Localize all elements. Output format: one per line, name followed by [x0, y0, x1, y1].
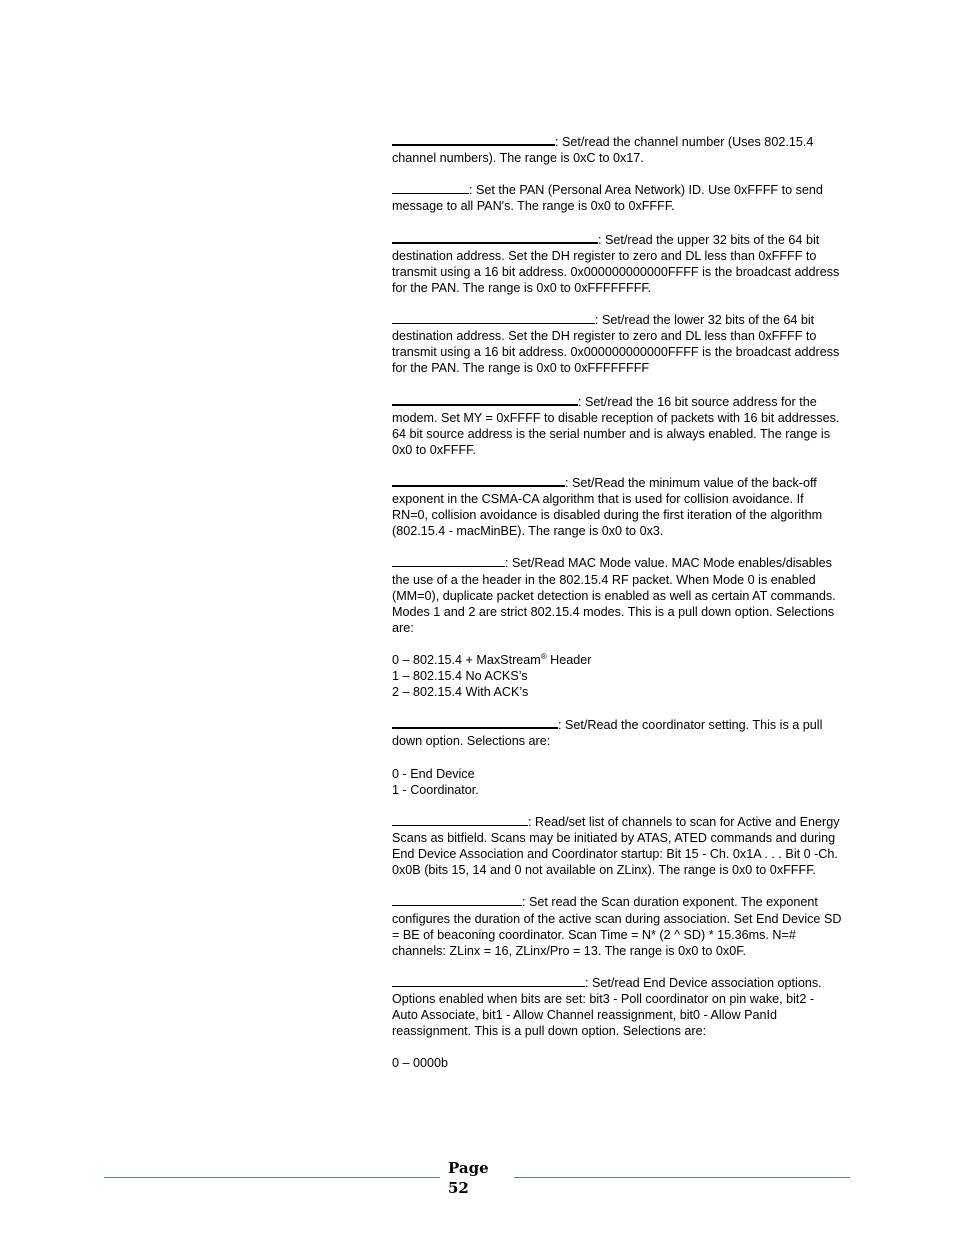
paragraph-text: : Set/Read the minimum value of the back-off exponent in the CSMA-CA algorithm that is used for collision avoidance. If RN=0, collision avoidance is disabled during the first iteration of the algorithm (802.15.4 - macMinBE). The range is 0x0 to 0x3.: [392, 475, 823, 539]
paragraph-text: : Set/read the channel number (Uses 802.15.4 channel numbers). The range is 0xC to 0x17.: [392, 135, 814, 166]
footer-rule-left: [104, 1177, 440, 1178]
association-options: [392, 1055, 842, 1071]
page-label-text: Page: [448, 1159, 489, 1177]
field-name-blank: [392, 716, 558, 729]
footer-rule-right: [514, 1177, 850, 1178]
field-name-blank: [392, 474, 565, 487]
channel-description: [392, 133, 842, 166]
coordinator-description: [392, 716, 842, 749]
registered-mark: ®: [540, 651, 547, 661]
destination-high-description: [392, 231, 842, 296]
field-name-blank: [392, 182, 469, 194]
list-item: 1 – 802.15.4 No ACKS’s: [392, 669, 528, 684]
pan-id-description: [392, 182, 842, 214]
mac-mode-options: [392, 652, 842, 700]
field-name-blank: [392, 133, 555, 146]
document-body: [392, 133, 842, 1088]
page-number: [448, 1158, 508, 1198]
list-item: 0 – 0000b: [392, 1056, 449, 1071]
paragraph-text: : Read/set list of channels to scan for Active and Energy Scans as bitfield. Scans may be initiated by ATAS, ATED commands and during End Device Association and Coordinator startup: Bit 15 - Ch. 0x1A . . . Bit 0 -Ch. 0x0B (bits 15, 14 and 0 not available on ZLinx). The range is 0x0 to 0xFFFF.: [392, 814, 840, 878]
list-item: 1 - Coordinator.: [392, 782, 479, 797]
coordinator-options: [392, 766, 842, 798]
field-name-blank: [392, 312, 595, 324]
list-item: 0 – 802.15.4 + MaxStream® Header: [392, 651, 592, 667]
paragraph-text: : Set read the Scan duration exponent. The exponent configures the duration of the active scan during association. Set End Device SD = BE of beaconing coordinator. Scan Time = N* (2 ^ SD) * 15.36ms. N=# channels: ZLinx = 16, ZLinx/Pro = 13. The range is 0x0 to 0x0F.: [392, 895, 842, 958]
field-name-blank: [392, 231, 598, 244]
paragraph-text: : Set the PAN (Personal Area Network) ID. Use 0xFFFF to send message to all PAN's. The range is 0x0 to 0xFFFF.: [392, 183, 823, 214]
list-item: 0 - End Device: [392, 766, 475, 781]
source-address-description: [392, 393, 842, 458]
backoff-exponent-description: [392, 474, 842, 539]
paragraph-text: : Set/Read the coordinator setting. This is a pull down option. Selections are:: [392, 718, 823, 749]
page-number-value: 52: [448, 1179, 469, 1197]
association-options-description: [392, 975, 842, 1039]
paragraph-text: : Set/Read MAC Mode value. MAC Mode enables/disables the use of a the header in the 802.15.4 RF packet. When Mode 0 is enabled (MM=0), duplicate packet detection is enabled as well as certain AT commands. Modes 1 and 2 are strict 802.15.4 modes. This is a pull down option. Selections are:: [392, 556, 836, 635]
destination-low-description: [392, 312, 842, 376]
field-name-blank: [392, 393, 578, 406]
scan-channels-description: [392, 814, 842, 878]
field-name-blank: [392, 894, 522, 906]
list-item: 2 – 802.15.4 With ACK’s: [392, 685, 529, 700]
paragraph-text: : Set/read End Device association options. Options enabled when bits are set: bit3 - Poll coordinator on pin wake, bit2 - Auto Associate, bit1 - Allow Channel reassignment, bit0 - Allow PanId reassignment. This is a pull down option. Selections are:: [392, 975, 822, 1039]
field-name-blank: [392, 555, 505, 567]
paragraph-text: : Set/read the 16 bit source address for the modem. Set MY = 0xFFFF to disable reception of packets with 16 bit addresses. 64 bit source address is the serial number and is always enabled. The range is 0x0 to 0xFFFF.: [392, 394, 840, 457]
paragraph-text: : Set/read the upper 32 bits of the 64 bit destination address. Set the DH register to zero and DL less than 0xFFFF to transmit using a 16 bit address. 0x000000000000FFFF is the broadcast address for the PAN. The range is 0x0 to 0xFFFFFFFF.: [392, 232, 840, 295]
scan-duration-description: [392, 894, 842, 958]
field-name-blank: [392, 814, 528, 826]
field-name-blank: [392, 975, 585, 987]
mac-mode-description: [392, 555, 842, 635]
paragraph-text: : Set/read the lower 32 bits of the 64 bit destination address. Set the DH register to zero and DL less than 0xFFFF to transmit using a 16 bit address. 0x000000000000FFFF is the broadcast address for the PAN. The range is 0x0 to 0xFFFFFFFF: [392, 313, 840, 376]
